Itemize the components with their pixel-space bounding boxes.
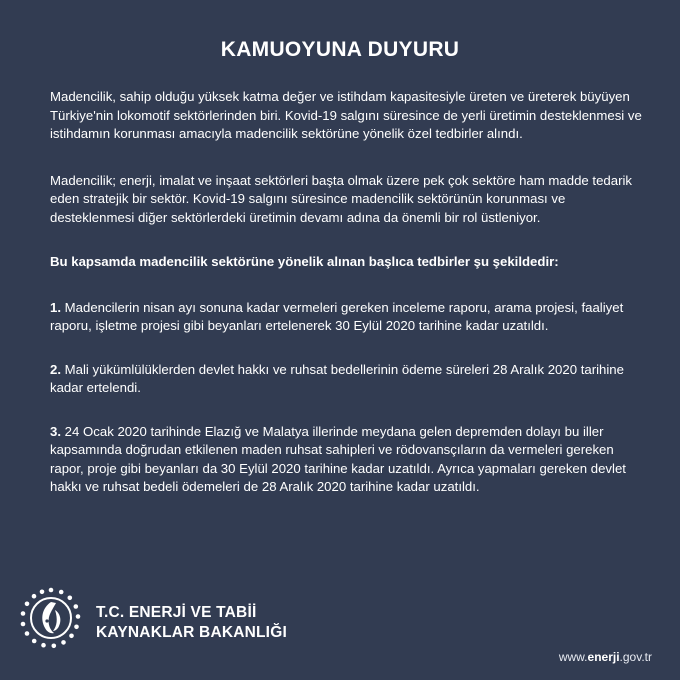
measures-lead: Bu kapsamda madencilik sektörüne yönelik alınan başlıca tedbirler şu şekildedir: <box>50 254 559 269</box>
measure-item-3 <box>50 423 650 497</box>
website-link[interactable] <box>559 650 652 664</box>
ministry-name-line-2: KAYNAKLAR BAKANLIĞI <box>96 624 287 641</box>
measure-text: Madencilerin nisan ayı sonuna kadar vermeleri gereken inceleme raporu, arama projesi, faaliyet raporu, işletme projesi gibi beyanları ertelenerek 30 Eylül 2020 tarihine kadar uzatıldı. <box>50 299 624 333</box>
measure-text: Mali yükümlülüklerden devlet hakkı ve ruhsat bedellerinin ödeme süreleri 28 Aralık 2020 tarihine kadar ertelendi. <box>50 361 624 395</box>
website-prefix: www. <box>558 650 588 664</box>
announcement-body <box>50 88 650 522</box>
measure-number: 3. <box>50 423 61 439</box>
measure-item-1 <box>50 299 650 336</box>
measure-text: 24 Ocak 2020 tarihinde Elazığ ve Malatya illerinde meydana gelen depremden dolayı bu iller kapsamında doğrudan etkilenen maden ruhsat sahipleri ve rödovansçıların da vermeleri gereken rapor, proje gibi beyanları da 30 Eylül 2020 tarihine kadar uzatıldı. Ayrıca yapmaları gereken devlet hakkı ve ruhsat bedeli ödemeleri de 28 Aralık 2020 tarihine kadar uzatıldı. <box>50 423 626 494</box>
ministry-name <box>96 603 287 643</box>
measure-number: 2. <box>50 361 61 377</box>
page-title: KAMUOYUNA DUYURU <box>220 38 460 61</box>
measure-number: 1. <box>50 299 61 315</box>
website-domain: enerji <box>587 650 620 664</box>
measure-item-2 <box>50 361 650 398</box>
intro-paragraph-1: Madencilik, sahip olduğu yüksek katma değer ve istihdam kapasitesiyle üreten ve üreterek büyüyen Türkiye'nin lokomotif sektörlerinden biri. Kovid-19 salgını süresince de yerli üretimin desteklenmesi ve istihdamın korunması amacıyla madencilik sektörüne yönelik özel tedbirler alındı. <box>50 89 642 141</box>
ministry-emblem-icon <box>18 586 84 652</box>
ministry-name-line-1: T.C. ENERJİ VE TABİİ <box>96 604 257 621</box>
website-suffix: .gov.tr <box>619 650 652 664</box>
intro-paragraph-2: Madencilik; enerji, imalat ve inşaat sektörleri başta olmak üzere pek çok sektöre ham madde tedarik eden stratejik bir sektör. Kovid-19 salgını süresince madencilik sektörünün korunması ve desteklenmesi diğer sektörlerdeki üretimin devamı adına da önemli bir rol üstleniyor. <box>50 172 632 225</box>
